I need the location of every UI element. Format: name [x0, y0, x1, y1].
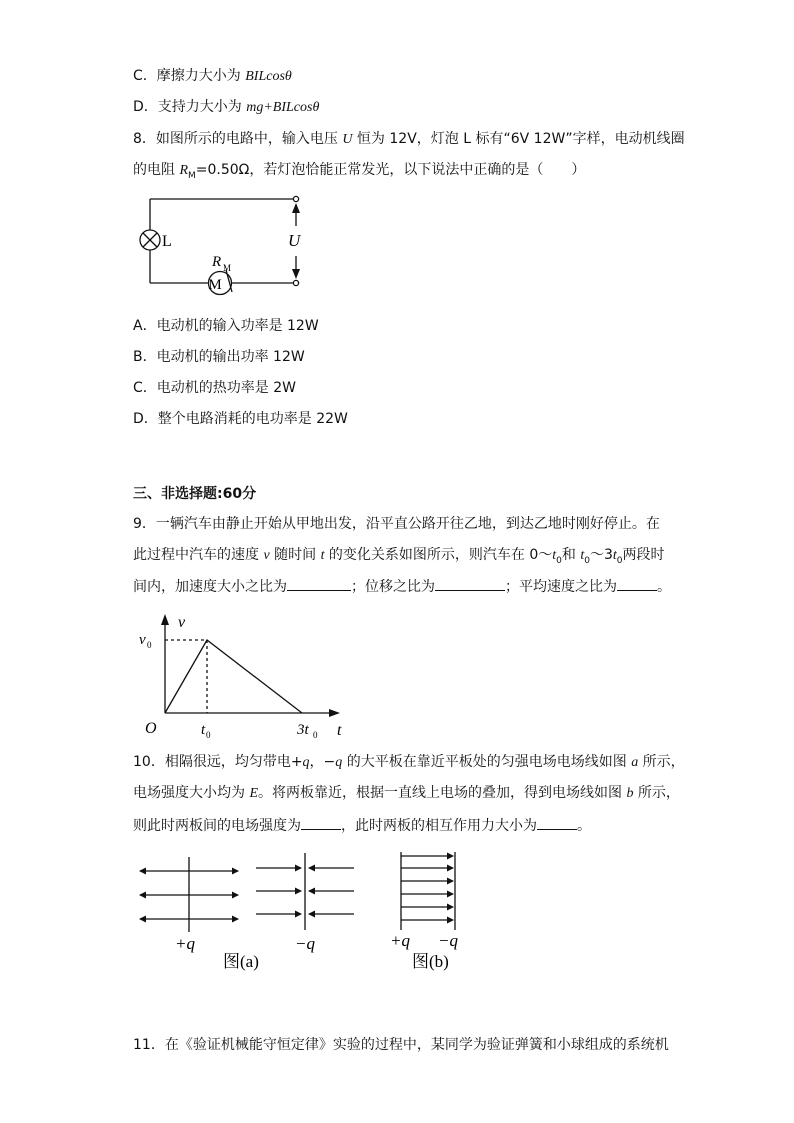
graph-origin-label: O — [145, 720, 157, 737]
q8-stem-line1: 8．如图所示的电路中，输入电压 U 恒为 12V，灯泡 L 标有“6V 12W”字样，电动机线圈 — [133, 131, 685, 147]
fig-b-minus-q-label: −q — [438, 931, 458, 950]
section-heading: 三、非选择题:60分 — [133, 486, 257, 502]
voltage-label: U — [288, 231, 301, 250]
motor-label: M — [208, 276, 222, 293]
resistor-subscript: M — [223, 263, 232, 273]
graph-t-label: t — [337, 722, 342, 739]
q8-option-b: B．电动机的输出功率 12W — [133, 349, 305, 365]
graph-t0-sub: 0 — [206, 730, 211, 740]
graph-t0-label: t — [201, 722, 206, 738]
q11-stem-line1: 11．在《验证机械能守恒定律》实验的过程中，某同学为验证弹簧和小球组成的系统机 — [133, 1037, 669, 1053]
q9-stem-line3: 间内，加速度大小之比为 ；位移之比为 ；平均速度之比为 。 — [133, 576, 671, 597]
graph-v-label: v — [178, 614, 186, 631]
q9-stem-line2: 此过程中汽车的速度 v 随时间 t 的变化关系如图所示，则汽车在 $0\sim t_0$和 $t_0\sim 3t_0$两段时 — [133, 547, 665, 566]
graph-v0-label: v — [139, 632, 146, 648]
fig-a-minus-q-label: −q — [295, 934, 315, 953]
q8-option-d: D．整个电路消耗的电功率是 22W — [133, 411, 348, 427]
q10-stem-line1: 10．相隔很远，均匀带电+q，−q 的大平板在靠近平板处的匀强电场电场线如图 a 所示， — [133, 754, 685, 770]
fig-a-plus-q-label: +q — [175, 934, 195, 953]
graph-v0-sub: 0 — [147, 640, 152, 650]
q10-stem-line2: 电场强度大小均为 E。将两板靠近，根据一直线上电场的叠加，得到电场线如图 b 所示， — [133, 785, 680, 801]
fig-a-caption: 图(a) — [223, 952, 259, 971]
q7-option-c: C．摩擦力大小为 BILcosθ — [133, 68, 292, 84]
lamp-label: L — [162, 233, 172, 250]
fig-b-plus-q-label: +q — [390, 931, 410, 950]
q8-stem-line2: 的电阻 $R_M=0.50\Omega$，若灯泡恰能正常发光，以下说法中正确的是（ ） — [133, 162, 586, 181]
graph-3t0-sub: 0 — [313, 730, 318, 740]
q9-stem-line1: 9．一辆汽车由静止开始从甲地出发，沿平直公路开往乙地，到达乙地时刚好停止。在 — [133, 516, 660, 532]
q10-stem-line3: 则此时两板间的电场强度为 ，此时两板的相互作用力大小为 。 — [133, 815, 591, 836]
q8-option-c: C．电动机的热功率是 2W — [133, 380, 296, 396]
q8-option-a: A．电动机的输入功率是 12W — [133, 318, 319, 334]
q7-option-d: D．支持力大小为 mg+BILcosθ — [133, 99, 320, 115]
resistor-label: R — [212, 254, 222, 270]
fig-b-caption: 图(b) — [412, 952, 449, 971]
graph-3t0-label: 3t — [297, 722, 309, 738]
